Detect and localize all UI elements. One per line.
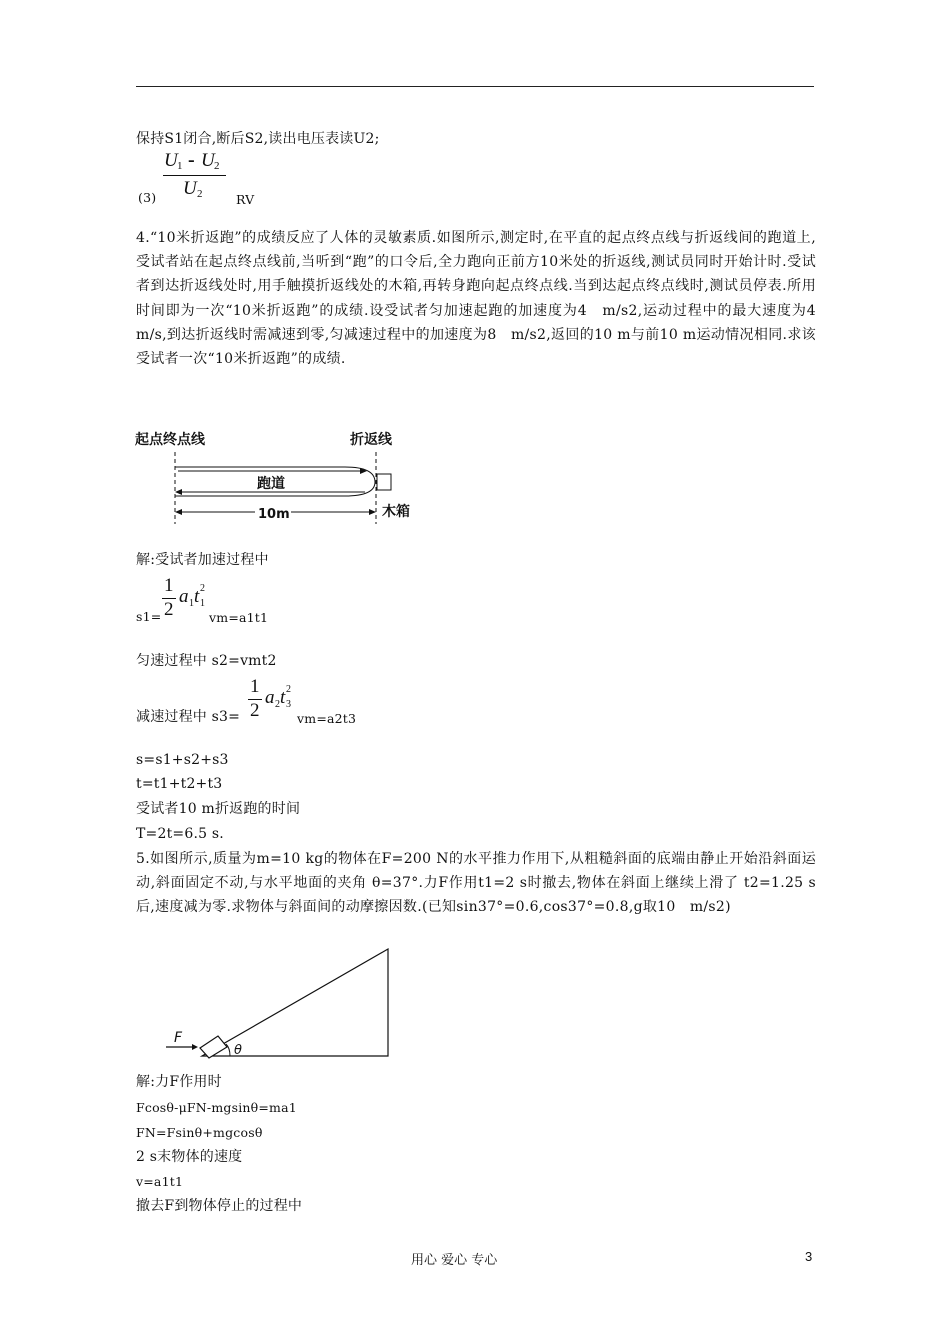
turn-line-label: 折返线 — [350, 432, 392, 448]
text-line: 解:力F作用时 — [136, 1074, 222, 1090]
text-line: 解:受试者加速过程中 — [136, 552, 269, 568]
text-line: v=a1t1 — [136, 1174, 184, 1189]
text-line: T=2t=6.5 s. — [136, 826, 224, 842]
text-line: 2 s末物体的速度 — [136, 1149, 243, 1165]
page-number: 3 — [805, 1249, 813, 1264]
item-label: (3) — [138, 190, 157, 205]
text-line: FN=Fsinθ+mgcosθ — [136, 1125, 263, 1140]
box-label: 木箱 — [382, 504, 410, 520]
arrow-head — [175, 489, 182, 495]
text-line: 保持S1闭合,断后S2,读出电压表读U2; — [136, 131, 380, 147]
document-page: 保持S1闭合,断后S2,读出电压表读U2; U 1 - U 2 U 2 (3) RV 4.“10米折返跑”的成绩反应了人体的灵敏素质.如图所示,测定时,在平直的起点终点线与折返线间的跑道上,受试者站在起点终点线前,当听到“跑”的口令后,全力跑向正前方10米处的折返线,测试员同时开始计时.受试者到达折返线处时,用手触摸折返线处的木箱,再转身跑向起点终点线.当到达起点终点线时,测试员停表.所用时间即为一次“10米折返跑”的成绩.设受试者匀加速起跑的加速度为4 m/s2,运动过程中的最大速度为4 m/s,到达折返线时需减速到零,匀减速过程中的加速度为8 m/s2,返回的10 m与前10 m运动情况相同.求该受试者一次“10米折返跑”的成绩. 起点终点线 折返线 跑道 10m 木箱 解:受试者加速过程中 1 2 a 1 t 1 2 s1= vm=a1t1 匀速过程中 s2=vmt2 1 2 a 2 t 3 2 减速过程中 s3= vm=a2t3 s=s1+s2+s3 t=t1+t2+t3 受试者10 m折返跑的时间 T=2t=6.5 s. 5.如图所示,质量为m=10 kg的物体在F=200 N的水平推力作用下,从粗糙斜面的底端由静止开始沿斜面运动,斜面固定不动,与水平地面的夹角 θ=37°.力F作用t1=2 s时撤去,物体在斜面上继续上滑了 t2=1.25 s后,速度减为零.求物体与斜面间的动摩擦因数.(已知sin37°=0.6,cos37°=0.8,g取10 m/s2) F θ 解:力F作用时 Fcosθ-μFN-mgsinθ=ma1 FN=Fsinθ+mgcosθ 2 s末物体的速度 v=a1t1 撤去F到物体停止的过程中 用心 爱心 专心 3 — [0, 0, 950, 1344]
angle-label: θ — [234, 1043, 242, 1058]
arrow-head — [175, 509, 182, 515]
text-line: 受试者10 m折返跑的时间 — [136, 801, 301, 817]
footer-text: 用心 爱心 专心 — [411, 1253, 498, 1268]
track-label: 跑道 — [257, 476, 285, 492]
text-line: 撤去F到物体停止的过程中 — [136, 1198, 303, 1214]
incline-diagram — [160, 944, 395, 1062]
wooden-box — [377, 474, 391, 490]
fraction-bar — [163, 175, 226, 176]
shuttle-run-diagram — [130, 424, 430, 534]
force-label: F — [174, 1030, 183, 1046]
text-line: 匀速过程中 s2=vmt2 — [136, 653, 277, 669]
text-fragment: vm=a2t3 — [297, 711, 357, 726]
arrow-head — [369, 509, 376, 515]
arrow-head — [192, 1044, 198, 1050]
text-fragment: vm=a1t1 — [209, 610, 269, 625]
header-rule — [136, 86, 814, 87]
text-fragment: s1= — [136, 609, 162, 624]
text-line: s=s1+s2+s3 — [136, 752, 229, 768]
distance-label: 10m — [258, 507, 290, 522]
text-fragment: RV — [236, 192, 255, 207]
text-line: Fcosθ-μFN-mgsinθ=ma1 — [136, 1100, 297, 1115]
text-line: t=t1+t2+t3 — [136, 776, 223, 792]
question-5-text: 5.如图所示,质量为m=10 kg的物体在F=200 N的水平推力作用下,从粗糙斜面的底端由静止开始沿斜面运动,斜面固定不动,与水平地面的夹角 θ=37°.力F作用t1=2 s时撤去,物体在斜面上继续上滑了 t2=1.25 s后,速度减为零.求物体与斜面间的动摩擦因数.(已知sin37°=0.6,cos37°=0.8,g取10 m/s2) — [136, 851, 816, 916]
text-fragment: 减速过程中 s3= — [136, 709, 241, 725]
incline-triangle — [202, 949, 388, 1056]
start-line-label: 起点终点线 — [135, 432, 205, 448]
question-4-text: 4.“10米折返跑”的成绩反应了人体的灵敏素质.如图所示,测定时,在平直的起点终点线与折返线间的跑道上,受试者站在起点终点线前,当听到“跑”的口令后,全力跑向正前方10米处的折返线,测试员同时开始计时.受试者到达折返线处时,用手触摸折返线处的木箱,再转身跑向起点终点线.当到达起点终点线时,测试员停表.所用时间即为一次“10米折返跑”的成绩.设受试者匀加速起跑的加速度为4 m/s2,运动过程中的最大速度为4 m/s,到达折返线时需减速到零,匀减速过程中的加速度为8 m/s2,返回的10 m与前10 m运动情况相同.求该受试者一次“10米折返跑”的成绩. — [136, 230, 831, 368]
